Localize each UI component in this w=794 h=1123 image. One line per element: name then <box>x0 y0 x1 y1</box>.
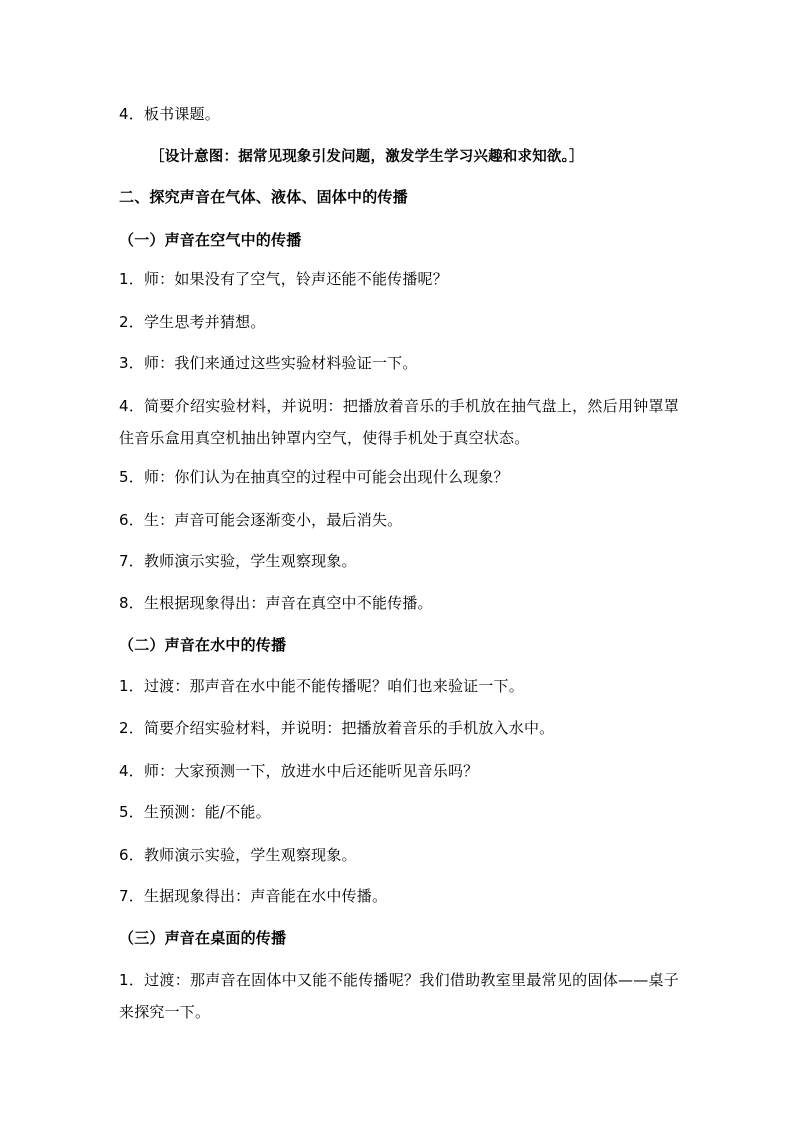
subsection-heading-air: （一）声音在空气中的传播 <box>119 231 302 249</box>
water-step-4: 4．师：大家预测一下，放进水中后还能听见音乐吗？ <box>119 762 479 780</box>
air-step-7: 7．教师演示实验，学生观察现象。 <box>119 552 357 570</box>
water-step-1: 1．过渡：那声音在水中能不能传播呢？咱们也来验证一下。 <box>119 677 524 695</box>
water-step-2: 2．简要介绍实验材料，并说明：把播放着音乐的手机放入水中。 <box>119 719 555 737</box>
air-step-8: 8．生根据现象得出：声音在真空中不能传播。 <box>119 594 433 612</box>
water-step-7: 7．生据现象得出：声音能在水中传播。 <box>119 887 388 905</box>
water-step-5: 5．生预测：能/不能。 <box>119 803 271 821</box>
air-step-1: 1．师：如果没有了空气，铃声还能不能传播呢？ <box>119 270 448 288</box>
section-heading-explore-sound: 二、探究声音在气体、液体、固体中的传播 <box>119 188 408 206</box>
desk-step-1: 1．过渡：那声音在固体中又能不能传播呢？我们借助教室里最常见的固体——桌子来探究一下。 <box>119 971 679 1021</box>
air-step-2: 2．学生思考并猜想。 <box>119 313 266 331</box>
water-step-6: 6．教师演示实验，学生观察现象。 <box>119 846 357 864</box>
design-intent-note: ［设计意图：据常见现象引发问题，激发学生学习兴趣和求知欲。］ <box>150 148 584 165</box>
air-step-5: 5．师：你们认为在抽真空的过程中可能会出现什么现象？ <box>119 468 509 486</box>
subsection-heading-water: （二）声音在水中的传播 <box>119 636 287 654</box>
air-step-3: 3．师：我们来通过这些实验材料验证一下。 <box>119 354 418 372</box>
subsection-heading-desk: （三）声音在桌面的传播 <box>119 929 287 947</box>
air-step-4: 4．简要介绍实验材料，并说明：把播放着音乐的手机放在抽气盘上，然后用钟罩罩住音乐盒用真空机抽出钟罩内空气，使得手机处于真空状态。 <box>119 397 679 447</box>
air-step-6: 6．生：声音可能会逐渐变小，最后消失。 <box>119 511 403 529</box>
step-board-title: 4．板书课题。 <box>119 105 220 123</box>
